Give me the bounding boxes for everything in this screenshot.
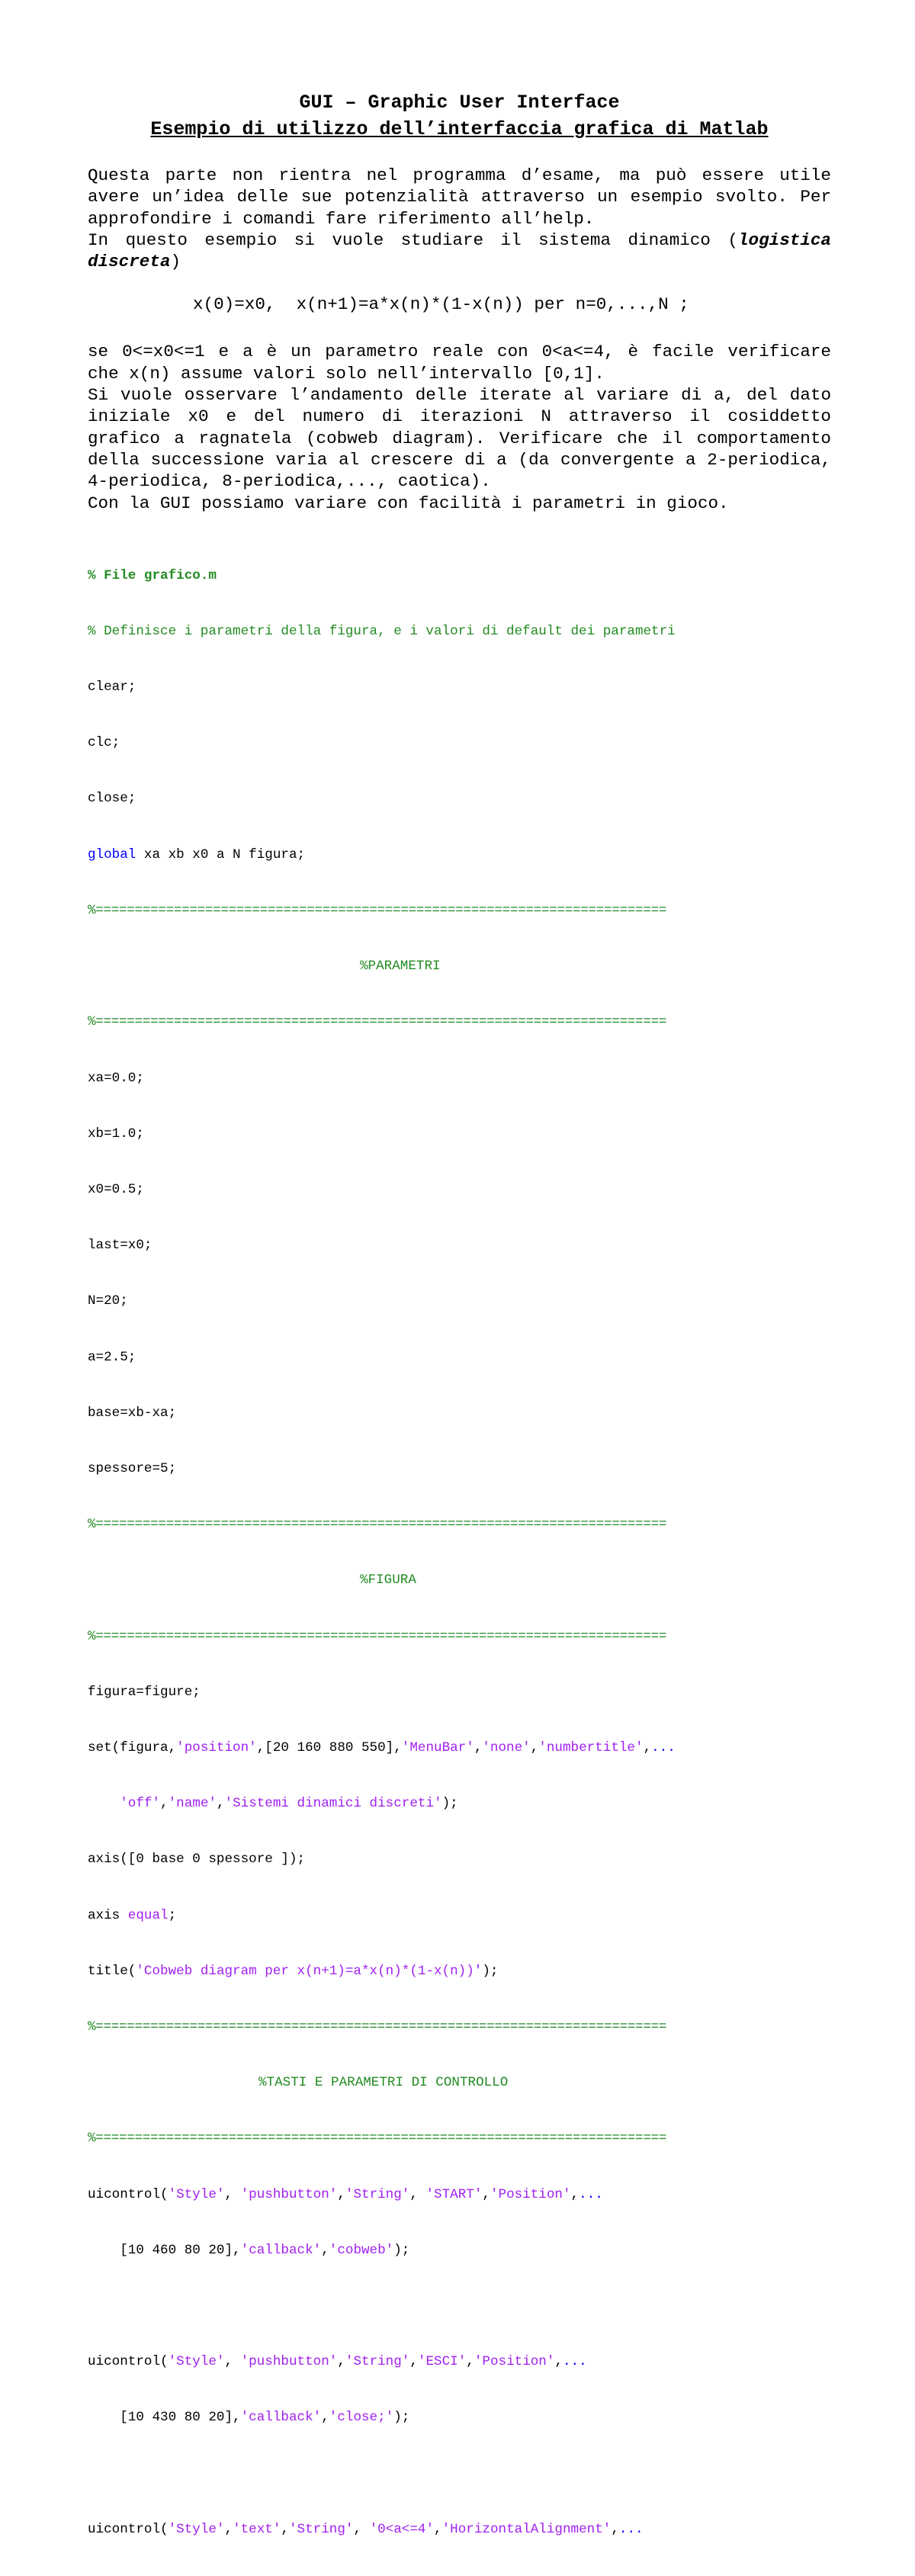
intro-text-1b-pre: In questo esempio si vuole studiare il sistema dinamico ( (88, 230, 738, 250)
code-token: , (530, 1739, 539, 1755)
code-string: 'none' (482, 1739, 531, 1755)
code-line-xa: xa=0.0; (88, 1070, 144, 1086)
code-token: , (611, 2521, 619, 2537)
code-token: uicontrol( (88, 2186, 169, 2202)
code-separator: %========================================================================= (88, 1628, 667, 1644)
code-string: 'callback' (240, 2410, 322, 2426)
intro-text-1a: Questa parte non rientra nel programma d’esame, ma può essere utile avere un’idea delle sue potenzialità attraverso un esempio svolto. Per approfondire i comandi fare riferimento all’help. (88, 165, 831, 229)
code-string: 'cobweb' (329, 2242, 394, 2258)
code-continuation: ... (651, 1739, 676, 1755)
code-string: 'pushbutton' (240, 2354, 338, 2370)
code-string: 'Style' (168, 2186, 225, 2202)
code-section-parametri: %PARAMETRI (360, 959, 441, 975)
code-comment-description: % Definisce i parametri della figura, e i valori di default dei parametri (88, 623, 676, 639)
code-line-uicontrol-start-1 (88, 2186, 831, 2204)
code-section-figura: %FIGURA (360, 1572, 416, 1588)
code-keyword-global: global (88, 846, 136, 862)
code-line-axis-1: axis([0 base 0 spessore ]); (88, 1852, 306, 1868)
page-title: GUI – Graphic User Interface (299, 92, 620, 114)
code-line-uicontrol-esci-2 (88, 2408, 831, 2427)
code-token: set(figura, (88, 1739, 177, 1755)
code-line-uicontrol-esci-1 (88, 2353, 831, 2371)
code-token: , (216, 1796, 225, 1812)
code-token: [10 460 80 20], (88, 2242, 241, 2258)
code-string: 'close;' (329, 2410, 394, 2426)
code-line-set-2 (88, 1794, 831, 1813)
code-token: ); (393, 2242, 410, 2258)
code-token: ); (441, 1796, 458, 1812)
code-string: 'ESCI' (417, 2354, 467, 2370)
code-line-x0: x0=0.5; (88, 1181, 144, 1197)
page-subtitle: Esempio di utilizzo dell’interfaccia grafica di Matlab (150, 118, 769, 140)
code-token: ; (168, 1907, 177, 1923)
code-token: , (434, 2521, 442, 2537)
code-string: 'String' (345, 2354, 410, 2370)
code-blank-line (88, 2297, 831, 2315)
code-token: ); (393, 2410, 410, 2426)
code-line-global (88, 846, 831, 864)
matlab-code-block (88, 529, 831, 2576)
code-line-uicontrol-start-2 (88, 2241, 831, 2260)
code-token: axis (88, 1907, 128, 1923)
code-line-figura: figura=figure; (88, 1684, 201, 1700)
code-line-close: close; (88, 791, 136, 807)
code-separator: %========================================================================= (88, 1517, 667, 1533)
code-line-xb: xb=1.0; (88, 1126, 144, 1142)
code-string: 'MenuBar' (401, 1739, 474, 1755)
code-continuation: ... (563, 2354, 587, 2370)
code-token: , (224, 2521, 233, 2537)
code-token: , (474, 1739, 483, 1755)
code-separator: %========================================================================= (88, 2019, 667, 2035)
code-token: [10 430 80 20], (88, 2410, 241, 2426)
code-string: 'HorizontalAlignment' (441, 2521, 612, 2537)
code-string: 'numbertitle' (538, 1739, 644, 1755)
code-separator: %========================================================================= (88, 2131, 667, 2147)
code-line-spessore: spessore=5; (88, 1460, 177, 1476)
code-continuation: ... (579, 2186, 603, 2202)
code-token: , (643, 1739, 652, 1755)
code-token: uicontrol( (88, 2521, 169, 2537)
code-string: 'START' (425, 2186, 483, 2202)
code-token: title( (88, 1963, 136, 1979)
code-token: , (482, 2186, 490, 2202)
intro-paragraph-1 (88, 165, 831, 272)
code-token: , (570, 2186, 580, 2202)
intro-paragraph-2 (88, 341, 831, 513)
code-token: uicontrol( (88, 2354, 169, 2370)
code-line-uicontrol-text-1 (88, 2520, 831, 2539)
intro-text-3: Si vuole osservare l’andamento delle iterate al variare di a, del dato iniziale x0 e del numero di iterazioni N attraverso il cosiddetto grafico a ragnatela (cobweb diagram). Verificare che il comportamento della successione varia al crescere di a (da convergente a 2-periodica, 4-periodica, 8-periodica,..., caotica). (88, 385, 831, 492)
code-string: 'String' (345, 2186, 410, 2202)
code-string: 'off' (120, 1796, 161, 1812)
code-token: , (409, 2354, 418, 2370)
code-string: 'Style' (168, 2354, 225, 2370)
code-line-N: N=20; (88, 1293, 128, 1309)
code-separator: %========================================================================= (88, 1014, 667, 1030)
code-comment-filename: % File grafico.m (88, 567, 217, 583)
code-string: 'Sistemi dinamici discreti' (224, 1796, 442, 1812)
code-string: 'text' (233, 2521, 281, 2537)
document-page (88, 90, 831, 2576)
code-separator: %========================================================================= (88, 902, 667, 918)
code-string: '0<a<=4' (369, 2521, 435, 2537)
intro-text-1b-emphasis: logistica discreta (88, 230, 831, 272)
code-string: 'position' (176, 1739, 257, 1755)
code-string: 'Position' (490, 2186, 571, 2202)
code-token: , (224, 2354, 241, 2370)
code-string: 'callback' (240, 2242, 322, 2258)
code-line-title (88, 1962, 831, 1980)
code-string: 'String' (288, 2521, 354, 2537)
code-token: , (337, 2354, 345, 2370)
code-string: 'name' (168, 1796, 217, 1812)
code-string: 'Cobweb diagram per x(n+1)=a*x(n)*(1-x(n))' (136, 1963, 483, 1979)
code-token: , (321, 2242, 329, 2258)
code-global-vars: xa xb x0 a N figura; (136, 846, 306, 862)
code-line-set-1 (88, 1739, 831, 1757)
code-line-a: a=2.5; (88, 1349, 136, 1365)
code-token: , (554, 2354, 563, 2370)
code-line-clc: clc; (88, 735, 120, 751)
code-string: 'Style' (168, 2521, 225, 2537)
code-indent (88, 1796, 120, 1811)
code-continuation: ... (618, 2521, 644, 2537)
intro-text-4: Con la GUI possiamo variare con facilità i parametri in gioco. (88, 493, 729, 513)
code-token: , (466, 2354, 474, 2370)
code-string: 'pushbutton' (240, 2186, 338, 2202)
code-section-tasti: %TASTI E PARAMETRI DI CONTROLLO (258, 2075, 509, 2091)
intro-text-1b-post: ) (170, 252, 181, 272)
code-token: , (224, 2186, 241, 2202)
intro-text-2: se 0<=x0<=1 e a è un parametro reale con 0<a<=4, è facile verificare che x(n) assume valori solo nell’intervallo [0,1]. (88, 342, 831, 384)
code-token: , (409, 2186, 426, 2202)
code-string: 'Position' (474, 2354, 555, 2370)
code-token: , (353, 2521, 370, 2537)
code-line-clear: clear; (88, 679, 136, 695)
code-token: ,[20 160 880 550], (256, 1739, 402, 1755)
code-blank-line (88, 2465, 831, 2483)
code-line-last: last=x0; (88, 1238, 152, 1254)
code-string: equal (127, 1907, 169, 1923)
code-token: ); (482, 1963, 499, 1979)
code-line-axis-2 (88, 1906, 831, 1925)
code-token: , (337, 2186, 345, 2202)
logistic-formula: x(0)=x0, x(n+1)=a*x(n)*(1-x(n)) per n=0,...,N ; (193, 294, 689, 315)
code-line-base: base=xb-xa; (88, 1405, 177, 1421)
code-token: , (321, 2410, 329, 2426)
code-token: , (160, 1796, 169, 1812)
code-token: , (281, 2521, 289, 2537)
